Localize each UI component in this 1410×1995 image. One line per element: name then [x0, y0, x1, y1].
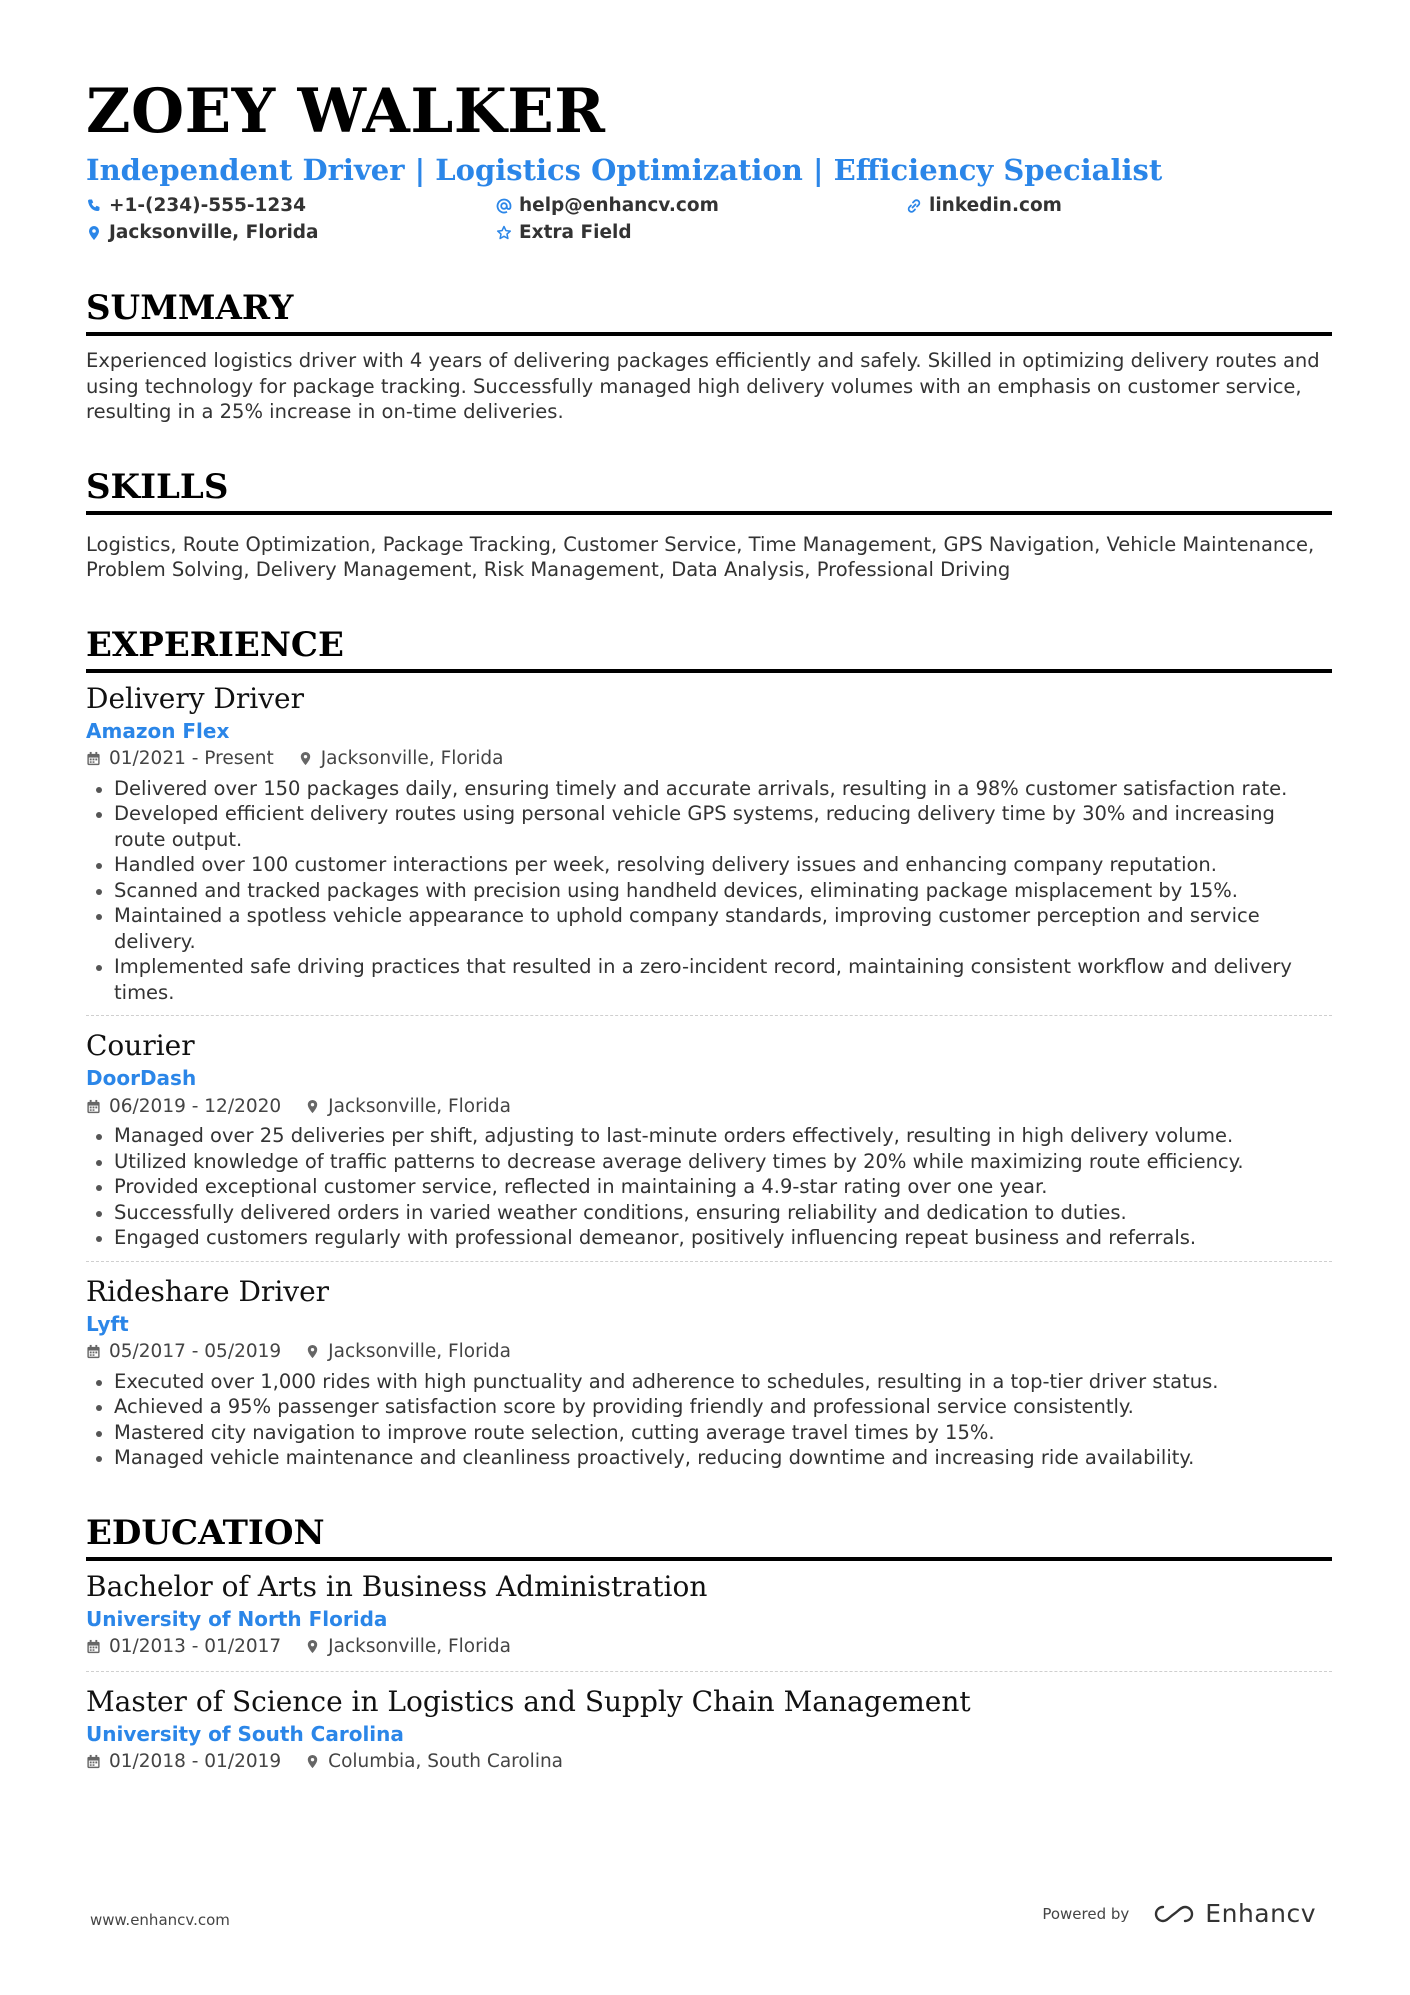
job-entry	[86, 1274, 1332, 1471]
resume-content	[86, 74, 1332, 1776]
linkedin-text: linkedin.com	[929, 195, 1062, 216]
job-title: Courier	[86, 1029, 195, 1062]
school-name: University of South Carolina	[86, 1721, 404, 1746]
job-location: Jacksonville, Florida	[320, 748, 504, 769]
job-title: Delivery Driver	[86, 681, 304, 715]
education-entry	[86, 1684, 1332, 1776]
job-dates: 05/2017 - 05/2019	[109, 1341, 282, 1362]
degree-title: Master of Science in Logistics and Supply Chain Management	[86, 1684, 971, 1718]
bullet-item: Handled over 100 customer interactions per week, resolving delivery issues and enhancing company reputation.	[86, 852, 1332, 878]
bullet-item: Engaged customers regularly with professional demeanor, positively influencing repeat business and referrals.	[86, 1225, 1332, 1251]
bullet-item: Maintained a spotless vehicle appearance to uphold company standards, improving customer perception and service delivery.	[86, 903, 1332, 954]
degree-title: Bachelor of Arts in Business Administration	[86, 1569, 708, 1603]
skills-title: SKILLS	[86, 465, 1332, 515]
calendar-icon	[86, 751, 101, 766]
map-pin-icon	[305, 1754, 320, 1769]
brand-name: Enhancv	[1205, 1899, 1316, 1928]
calendar-icon	[86, 1639, 101, 1654]
job-location: Jacksonville, Florida	[328, 1341, 511, 1362]
education-meta	[86, 1633, 1332, 1661]
bullet-item: Developed efficient delivery routes using personal vehicle GPS systems, reducing delivery time by 30% and increasing route output.	[86, 801, 1332, 852]
experience-section	[86, 623, 1332, 1471]
calendar-icon	[86, 1099, 101, 1114]
location-text: Jacksonville, Florida	[109, 222, 319, 243]
job-meta	[86, 745, 1332, 773]
bullet-item: Managed vehicle maintenance and cleanliness proactively, reducing downtime and increasing ride availability.	[86, 1445, 1332, 1471]
entry-divider	[86, 1261, 1332, 1262]
contact-linkedin[interactable]	[906, 192, 1332, 219]
phone-text: +1-(234)-555-1234	[109, 195, 307, 216]
enhancv-logo-icon	[1151, 1902, 1197, 1926]
skills-text: Logistics, Route Optimization, Package Tracking, Customer Service, Time Management, GPS Navigation, Vehicle Maintenance, Problem Solving, Delivery Management, Risk Management, Data Analysis, Professional Driving	[86, 532, 1315, 581]
bullet-item: Implemented safe driving practices that resulted in a zero-incident record, maintaining consistent workflow and delivery times.	[86, 954, 1332, 1005]
entry-divider	[86, 1671, 1332, 1672]
headline: Independent Driver | Logistics Optimization | Efficiency Specialist	[86, 153, 1163, 187]
footer-website[interactable]: www.enhancv.com	[90, 1911, 230, 1929]
summary-title: SUMMARY	[86, 286, 1332, 336]
link-icon	[906, 198, 922, 214]
contact-info	[86, 192, 1332, 246]
job-dates: 01/2021 - Present	[109, 748, 274, 769]
skills-section	[86, 465, 1332, 583]
education-meta	[86, 1748, 1332, 1776]
bullet-item: Successfully delivered orders in varied weather conditions, ensuring reliability and dedication to duties.	[86, 1200, 1332, 1226]
job-dates: 06/2019 - 12/2020	[109, 1095, 282, 1117]
job-title: Rideshare Driver	[86, 1274, 330, 1308]
powered-by-label: Powered by	[1042, 1904, 1130, 1923]
extra-text: Extra Field	[519, 222, 632, 243]
at-icon	[496, 198, 512, 214]
contact-phone[interactable]	[86, 192, 496, 219]
education-dates: 01/2018 - 01/2019	[109, 1751, 282, 1772]
education-title: EDUCATION	[86, 1511, 1332, 1561]
footer-branding	[1042, 1899, 1316, 1928]
education-entry	[86, 1569, 1332, 1661]
school-name: University of North Florida	[86, 1606, 388, 1631]
job-bullets	[86, 776, 1332, 1006]
job-meta	[86, 1338, 1332, 1366]
phone-icon	[86, 198, 102, 214]
bullet-item: Executed over 1,000 rides with high punctuality and adherence to schedules, resulting in a top-tier driver status.	[86, 1369, 1332, 1395]
bullet-item: Mastered city navigation to improve route selection, cutting average travel times by 15%.	[86, 1420, 1332, 1446]
calendar-icon	[86, 1754, 101, 1769]
bullet-item: Scanned and tracked packages with precision using handheld devices, eliminating package misplacement by 15%.	[86, 878, 1332, 904]
job-meta	[86, 1092, 1332, 1120]
job-company: Amazon Flex	[86, 718, 230, 743]
job-location: Jacksonville, Florida	[328, 1095, 511, 1117]
bullet-item: Delivered over 150 packages daily, ensuring timely and accurate arrivals, resulting in a 98% customer satisfaction rate.	[86, 776, 1332, 802]
education-location: Columbia, South Carolina	[328, 1751, 564, 1772]
experience-title: EXPERIENCE	[86, 623, 1332, 673]
job-entry	[86, 681, 1332, 1006]
education-location: Jacksonville, Florida	[328, 1636, 511, 1657]
job-company: Lyft	[86, 1311, 129, 1336]
calendar-icon	[86, 1344, 101, 1359]
bullet-item: Achieved a 95% passenger satisfaction score by providing friendly and professional service consistently.	[86, 1394, 1332, 1420]
bullet-item: Utilized knowledge of traffic patterns to decrease average delivery times by 20% while maximizing route efficiency.	[86, 1149, 1332, 1175]
contact-location	[86, 219, 496, 246]
map-pin-icon	[305, 1344, 320, 1359]
bullet-item: Managed over 25 deliveries per shift, adjusting to last-minute orders effectively, resulting in high delivery volume.	[86, 1123, 1332, 1149]
education-dates: 01/2013 - 01/2017	[109, 1636, 282, 1657]
bullet-item: Provided exceptional customer service, reflected in maintaining a 4.9-star rating over one year.	[86, 1174, 1332, 1200]
map-pin-icon	[86, 225, 102, 241]
job-bullets	[86, 1369, 1332, 1471]
contact-extra	[496, 219, 906, 246]
job-entry	[86, 1028, 1332, 1251]
summary-section	[86, 286, 1332, 425]
contact-email[interactable]	[496, 192, 906, 219]
summary-text: Experienced logistics driver with 4 years of delivering packages efficiently and safely. Skilled in optimizing delivery routes and using technology for package tracking. Successfully managed high delivery volumes with an emphasis on customer service, resulting in a 25% increase in on-time deliveries.	[86, 349, 1320, 423]
email-text: help@enhancv.com	[519, 195, 719, 216]
job-company: DoorDash	[86, 1066, 197, 1090]
education-section	[86, 1511, 1332, 1776]
job-bullets	[86, 1123, 1332, 1251]
map-pin-icon	[305, 1639, 320, 1654]
entry-divider	[86, 1015, 1332, 1016]
map-pin-icon	[298, 751, 313, 766]
candidate-name: ZOEY WALKER	[86, 76, 606, 147]
map-pin-icon	[305, 1099, 320, 1114]
star-icon	[496, 225, 512, 241]
